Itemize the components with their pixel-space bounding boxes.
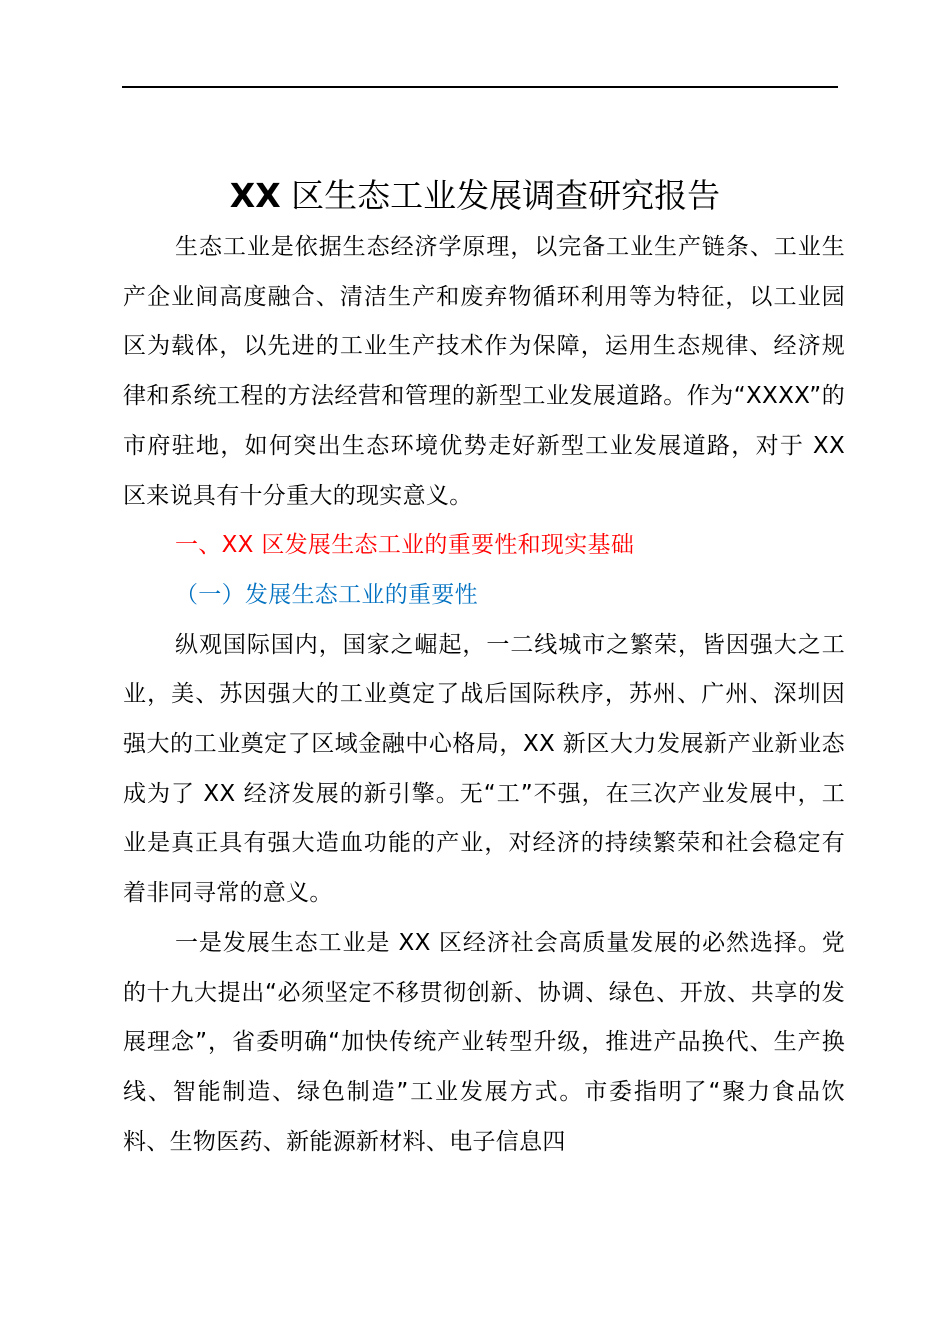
body-paragraph-2: 一是发展生态工业是 XX 区经济社会高质量发展的必然选择。党的十九大提出“必须坚定不移贯彻创新、协调、绿色、开放、共享的发展理念”，省委明确“加快传统产业转型升级，推进产品换代、生产换线、智能制造、绿色制造”工业发展方式。市委指明了“聚力食品饮料、生物医药、新能源新材料、电子信息四 (123, 929, 845, 1155)
section-heading-1: 一、XX 区发展生态工业的重要性和现实基础 (175, 532, 635, 559)
header-rule (122, 86, 838, 88)
intro-paragraph: 生态工业是依据生态经济学原理，以完备工业生产链条、工业生产企业间高度融合、清洁生产和废弃物循环利用等为特征，以工业园区为载体，以先进的工业生产技术作为保障，运用生态规律、经济规律和系统工程的方法经营和管理的新型工业发展道路。作为“XXXX”的市府驻地，如何突出生态环境优势走好新型工业发展道路，对于 XX 区来说具有十分重大的现实意义。 (123, 234, 845, 509)
subsection-heading-1: （一）发展生态工业的重要性 (175, 581, 478, 608)
document-title (0, 172, 950, 220)
body-paragraph-1: 纵观国际国内，国家之崛起，一二线城市之繁荣，皆因强大之工业，美、苏因强大的工业奠定了战后国际秩序，苏州、广州、深圳因强大的工业奠定了区域金融中心格局，XX 新区大力发展新产业新业态成为了 XX 经济发展的新引擎。无“工”不强，在三次产业发展中，工业是真正具有强大造血功能的产业，对经济的持续繁荣和社会稳定有着非同寻常的意义。 (123, 631, 845, 907)
document-body (123, 223, 845, 1167)
title-text: 区生态工业发展调查研究报告 (280, 176, 721, 216)
title-prefix: XX (229, 176, 281, 216)
